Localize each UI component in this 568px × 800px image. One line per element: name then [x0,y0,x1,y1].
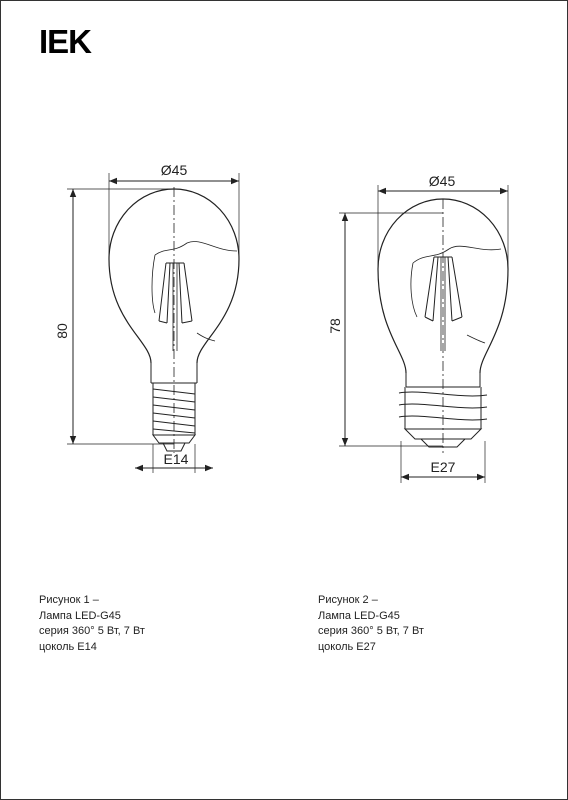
diameter-label: Ø45 [428,173,456,189]
caption-line: цоколь Е14 [39,640,97,653]
diameter-label: Ø45 [160,162,188,178]
filament [159,263,192,323]
caption-line: Лампа LED-G45 [39,609,121,622]
figure-2-caption [318,593,424,655]
base-label: E14 [163,451,189,467]
filament [425,257,462,321]
caption-line: цоколь Е27 [318,640,376,653]
caption-line: Рисунок 1 – [39,594,99,606]
lamp-e14-drawing [67,173,239,473]
caption-line: серия 360° 5 Вт, 7 Вт [39,625,145,637]
caption-line: Лампа LED-G45 [318,609,400,622]
height-label: 80 [54,323,70,339]
base-label: E27 [430,459,456,475]
caption-line: серия 360° 5 Вт, 7 Вт [318,625,424,637]
lamp-e27-drawing [339,185,508,483]
brand-logo: IEK [39,23,92,60]
technical-drawing [1,1,567,799]
figure-1-caption [39,593,145,655]
caption-line: Рисунок 2 – [318,594,378,606]
height-label: 78 [327,318,343,334]
